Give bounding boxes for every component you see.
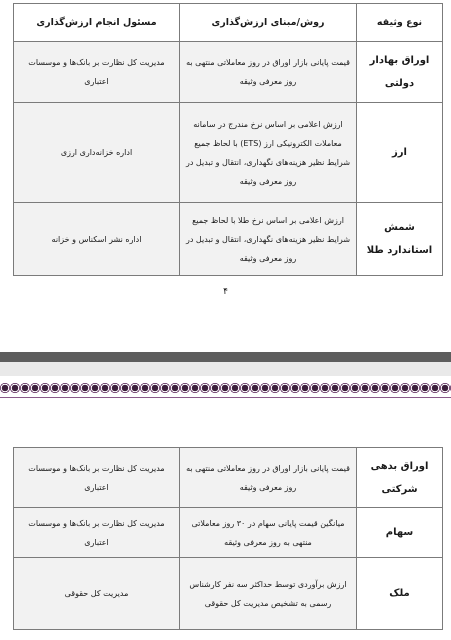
page-separator xyxy=(0,352,451,362)
valuation-basis-cell: قیمت پایانی بازار اوراق در روز معاملاتی منتهی به روز معرفی وثیقه xyxy=(180,448,357,508)
table-row xyxy=(14,508,443,558)
valuation-basis-cell: ارزش اعلامی بر اساس نرخ طلا با لحاظ جمیع شرایط نظیر هزینه‌های نگهداری، انتقال و تبدیل در روز معرفی وثیقه xyxy=(180,203,357,276)
valuation-basis-cell: ارزش اعلامی بر اساس نرخ مندرج در سامانه معاملات الکترونیکی ارز (ETS) با لحاظ جمیع شرایط نظیر هزینه‌های نگهداری، انتقال و تبدیل در روز معرفی وثیقه xyxy=(180,103,357,203)
valuation-table-bottom xyxy=(13,447,443,630)
collateral-type-cell: اوراق بهادار دولتی xyxy=(357,42,443,103)
table-row xyxy=(14,103,443,203)
header-responsible-unit: مسئول انجام ارزش‌گذاری xyxy=(14,4,180,42)
table-row xyxy=(14,203,443,276)
decorative-border xyxy=(0,380,451,396)
page-gap xyxy=(0,362,451,376)
valuation-table-top xyxy=(13,3,443,276)
table-header-row xyxy=(14,4,443,42)
page-bottom xyxy=(0,398,451,640)
collateral-type-cell: اوراق بدهی شرکتی xyxy=(357,448,443,508)
responsible-unit-cell: مدیریت کل نظارت بر بانک‌ها و موسسات اعتباری xyxy=(14,448,180,508)
responsible-unit-cell: مدیریت کل نظارت بر بانک‌ها و موسسات اعتباری xyxy=(14,42,180,103)
table-row xyxy=(14,558,443,630)
valuation-basis-cell: ارزش برآوردی توسط حداکثر سه نفر کارشناس رسمی به تشخیص مدیریت کل حقوقی xyxy=(180,558,357,630)
table-row xyxy=(14,42,443,103)
valuation-basis-cell: قیمت پایانی بازار اوراق در روز معاملاتی منتهی به روز معرفی وثیقه xyxy=(180,42,357,103)
collateral-type-cell: ملک xyxy=(357,558,443,630)
responsible-unit-cell: اداره خزانه‌داری ارزی xyxy=(14,103,180,203)
responsible-unit-cell: مدیریت کل نظارت بر بانک‌ها و موسسات اعتباری xyxy=(14,508,180,558)
valuation-basis-cell: میانگین قیمت پایانی سهام در ۳۰ روز معاملاتی منتهی به روز معرفی وثیقه xyxy=(180,508,357,558)
header-valuation-basis: روش/مبنای ارزش‌گذاری xyxy=(180,4,357,42)
collateral-type-cell: ارز xyxy=(357,103,443,203)
responsible-unit-cell: مدیریت کل حقوقی xyxy=(14,558,180,630)
table-row xyxy=(14,448,443,508)
header-collateral-type: نوع وثیقه xyxy=(357,4,443,42)
page-number: ۴ xyxy=(223,287,228,297)
responsible-unit-cell: اداره نشر اسکناس و خزانه xyxy=(14,203,180,276)
collateral-type-cell: شمش استاندارد طلا xyxy=(357,203,443,276)
collateral-type-cell: سهام xyxy=(357,508,443,558)
